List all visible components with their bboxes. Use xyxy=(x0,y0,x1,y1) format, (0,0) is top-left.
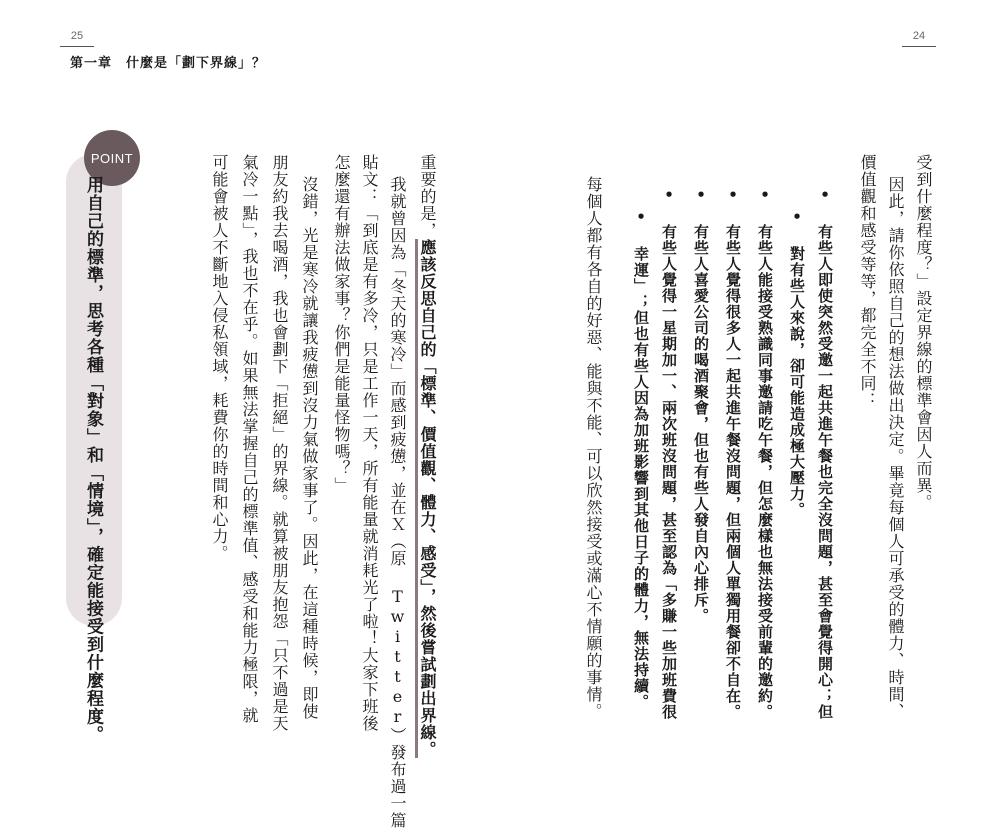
highlighted-phrase: 應該反思自己的「標準、價值觀、體力、感受」，然後嘗試劃出界線。 xyxy=(415,239,437,758)
text-line: 因此，請你依照自己的想法做出決定。畢竟每個人可承受的體力、時間、 xyxy=(886,176,905,720)
bullet-line: • 有些人覺得很多人一起共進午餐沒問題，但兩個人單獨用餐卻不自在。 xyxy=(724,186,742,720)
bullet-line: • 幸運」；但也有些人因為加班影響到其他日子的體力，無法持續。 xyxy=(632,208,650,710)
text-line: 可能會被人不斷地入侵私領域，耗費你的時間和心力。 xyxy=(210,154,229,562)
point-badge: POINT xyxy=(84,130,140,186)
text-line: 貼文：「到底是有多冷，只是工作一天，所有能量就消耗光了啦！大家下班後 xyxy=(360,154,379,732)
bullet-line: • 有些人能接受熟識同事邀請吃午餐，但怎麼樣也無法接受前輩的邀約。 xyxy=(756,186,774,720)
page-number-right: 24 xyxy=(902,30,936,47)
text-line: 氣冷一點」，我也不在乎。如果無法掌握自己的標準值、感受和能力極限，就 xyxy=(240,154,259,724)
text-line xyxy=(416,154,438,758)
text-line: 價值觀和感受等等，都完全不同： xyxy=(858,154,877,409)
point-text: 用自己的標準，思考各種「對象」和「情境」，確定能接受到什麼程度。 xyxy=(83,176,103,744)
page-number-left: 25 xyxy=(60,30,94,47)
text-line: 我就曾因為「冬天的寒冷」而感到疲憊，並在Ｘ（原 Twitter）發布過一篇 xyxy=(388,176,407,829)
text-line: 怎麼還有辦法做家事？你們是能量怪物嗎？」 xyxy=(332,154,351,494)
bullet-line: • 有些人覺得一星期加一、兩次班沒問題，甚至認為「多賺一些加班費很 xyxy=(660,186,678,720)
text-span: 重要的是， xyxy=(418,154,437,239)
text-line: 受到什麼程度？」設定界線的標準會因人而異。 xyxy=(914,154,933,511)
bullet-line: • 對有些人來說，卻可能造成極大壓力。 xyxy=(788,208,806,518)
chapter-title: 第一章 什麼是「劃下界線」？ xyxy=(70,56,267,71)
bullet-line: • 有些人即使突然受邀一起共進午餐也完全沒問題，甚至會覺得開心；但 xyxy=(816,186,834,720)
text-line: 沒錯，光是寒冷就讓我疲憊到沒力氣做家事了。因此，在這種時候，即使 xyxy=(300,176,319,720)
text-line: 朋友約我去喝酒，我也會劃下「拒絕」的界線。就算被朋友抱怨「只不過是天 xyxy=(270,154,289,732)
bullet-line: • 有些人喜愛公司的喝酒聚會，但也有些人發自內心排斥。 xyxy=(692,186,710,624)
text-line: 每個人都有各自的好惡、能與不能、可以欣然接受或滿心不情願的事情。 xyxy=(584,176,603,720)
